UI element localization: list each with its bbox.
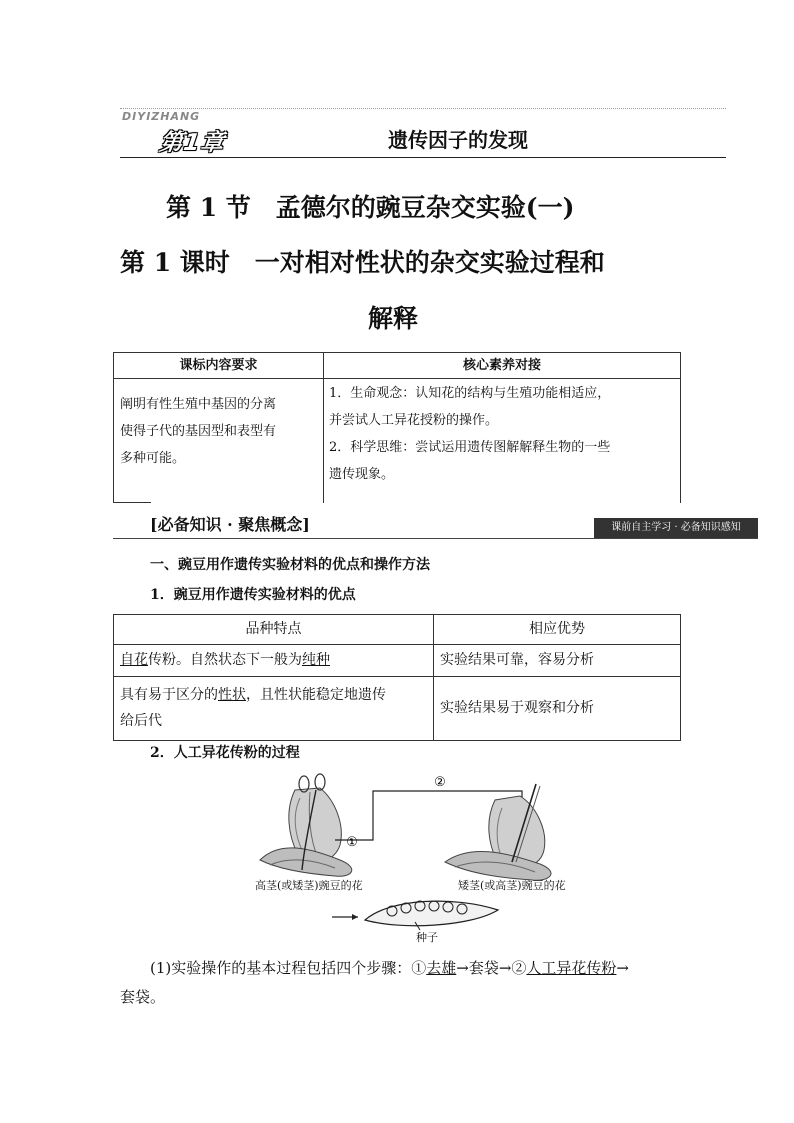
req-right-line: 1．生命观念：认知花的结构与生殖功能相适应， xyxy=(329,386,611,401)
underlined-term: 去雄 xyxy=(426,959,457,977)
step-marker-1: ① xyxy=(346,835,358,850)
req-header-right: 核心素养对接 xyxy=(323,352,681,379)
figure-caption-left: 高茎(或矮茎)豌豆的花 xyxy=(255,879,363,892)
paragraph-line2: 套袋。 xyxy=(120,988,166,1006)
chapter-badge: 第1章 xyxy=(157,130,227,156)
pollination-figure xyxy=(240,770,590,945)
section-bar-title: [必备知识 · 聚焦概念] xyxy=(150,515,310,534)
section-bar-rule xyxy=(113,538,758,539)
lesson-title-line2: 解释 xyxy=(368,304,419,333)
header-dotted-rule xyxy=(120,108,726,109)
traits-row1-trait xyxy=(113,644,434,677)
underlined-term: 性状 xyxy=(218,687,246,703)
trait-text: 传粉。自然状态下一般为 xyxy=(148,652,302,668)
section-bar-tag: 课前自主学习 · 必备知识感知 xyxy=(594,518,758,538)
req-header-left: 课标内容要求 xyxy=(113,352,324,379)
req-right-line: 并尝试人工异花授粉的操作。 xyxy=(329,413,499,428)
right-flower-illustration xyxy=(445,784,551,880)
req-content-right xyxy=(323,378,681,503)
header-rule xyxy=(120,157,726,158)
traits-header-right: 相应优势 xyxy=(433,614,681,645)
para-text: (1)实验操作的基本过程包括四个步骤：① xyxy=(150,959,427,977)
req-content-left xyxy=(113,378,324,503)
trait-text: 给后代 xyxy=(120,713,162,729)
traits-table xyxy=(113,614,681,741)
req-left-line: 多种可能。 xyxy=(120,451,186,466)
trait-text: ，且性状能稳定地遗传 xyxy=(246,687,386,703)
requirement-table xyxy=(113,352,681,503)
chapter-title: 遗传因子的发现 xyxy=(388,128,528,152)
underlined-term: 自花 xyxy=(120,652,148,668)
heading-1: 一、豌豆用作遗传实验材料的优点和操作方法 xyxy=(150,557,430,573)
paragraph-line1 xyxy=(150,957,629,978)
seed-pod-illustration xyxy=(365,901,498,930)
left-flower-illustration xyxy=(260,774,352,876)
step-marker-2: ② xyxy=(434,775,446,790)
traits-row1-advantage: 实验结果可靠，容易分析 xyxy=(433,644,681,677)
section-title: 第 1 节 孟德尔的豌豆杂交实验(一) xyxy=(166,193,575,222)
req-left-line: 阐明有性生殖中基因的分离 xyxy=(120,397,277,412)
req-right-line: 遗传现象。 xyxy=(329,467,395,482)
figure-seed-label: 种子 xyxy=(416,931,438,944)
traits-header-left: 品种特点 xyxy=(113,614,434,645)
lesson-title-line1: 第 1 课时 一对相对性状的杂交实验过程和 xyxy=(120,248,605,277)
trait-text: 具有易于区分的 xyxy=(120,687,218,703)
req-left-line: 使得子代的基因型和表型有 xyxy=(120,424,277,439)
figure-caption-right: 矮茎(或高茎)豌豆的花 xyxy=(458,879,566,892)
underlined-term: 纯种 xyxy=(302,652,330,668)
req-table-bottom-stub xyxy=(113,502,151,503)
chapter-pinyin: DIYIZHANG xyxy=(122,110,201,123)
heading-1-1: 1．豌豆用作遗传实验材料的优点 xyxy=(150,587,356,603)
para-text: → xyxy=(616,959,629,977)
heading-1-2: 2．人工异花传粉的过程 xyxy=(150,745,300,761)
underlined-term: 人工异花传粉 xyxy=(526,959,617,977)
para-text: →套袋→② xyxy=(456,959,527,977)
traits-row2-advantage: 实验结果易于观察和分析 xyxy=(433,676,681,741)
req-right-line: 2．科学思维：尝试运用遗传图解解释生物的一些 xyxy=(329,440,611,455)
traits-row2-trait xyxy=(113,676,434,741)
